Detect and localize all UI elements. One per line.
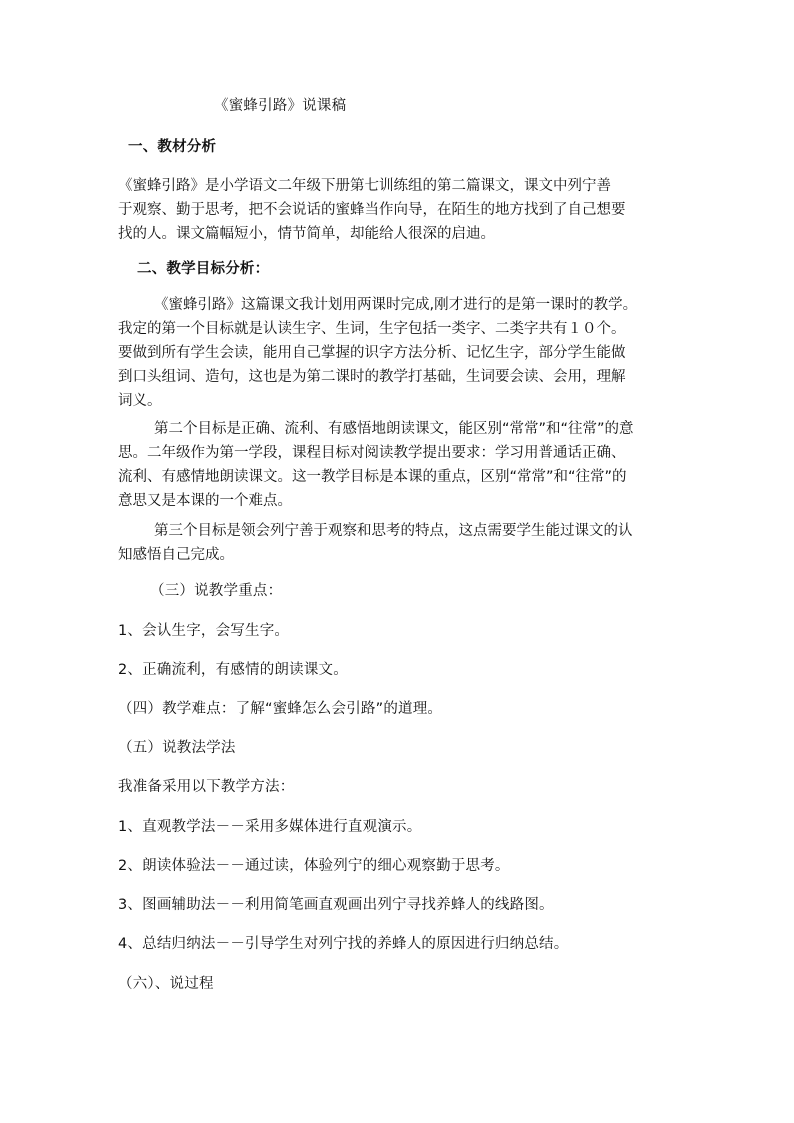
section-teaching-difficulty: （四）教学难点：了解“蜜蜂怎么会引路”的道理。 xyxy=(118,701,443,717)
paragraph-line: 到口头组词、造句，这也是为第二课时的教学打基础，生词要会读、会用，理解 xyxy=(118,369,626,385)
methods-intro: 我准备采用以下教学方法： xyxy=(118,779,295,795)
paragraph-line: 词义。 xyxy=(118,393,162,409)
paragraph-line: 《蜜蜂引路》这篇课文我计划用两课时完成,刚才进行的是第一课时的教学。 xyxy=(154,297,638,313)
paragraph-line: 第二个目标是正确、流利、有感悟地朗读课文，能区别“常常”和“往常”的意 xyxy=(154,421,634,437)
list-item-method-4: 4、总结归纳法－－引导学生对列宁找的养蜂人的原因进行归纳总结。 xyxy=(118,936,569,952)
list-item-method-2: 2、朗读体验法－－通过读，体验列宁的细心观察勤于思考。 xyxy=(118,858,510,874)
list-item-method-1: 1、直观教学法－－采用多媒体进行直观演示。 xyxy=(118,819,422,835)
document-title: 《蜜蜂引路》说课稿 xyxy=(214,98,347,114)
paragraph-line: 知感悟自己完成。 xyxy=(118,547,234,563)
list-item-key-point-2: 2、正确流利，有感情的朗读课文。 xyxy=(118,662,348,678)
paragraph-goal-one xyxy=(118,293,688,413)
paragraph-line: 意思又是本课的一个难点。 xyxy=(118,493,292,509)
section-heading-methods: （五）说教法学法 xyxy=(118,740,236,756)
list-item-method-3: 3、图画辅助法－－利用简笔画直观画出列宁寻找养蜂人的线路图。 xyxy=(118,897,554,913)
paragraph-goal-two xyxy=(118,417,688,513)
paragraph-goal-three xyxy=(118,519,688,567)
paragraph-line: 要做到所有学生会读，能用自己掌握的识字方法分析、记忆生字，部分学生能做 xyxy=(118,345,626,361)
paragraph-line: 流利、有感情地朗读课文。这一教学目标是本课的重点，区别“常常”和“往常”的 xyxy=(118,469,627,485)
paragraph-line: 《蜜蜂引路》是小学语文二年级下册第七训练组的第二篇课文，课文中列宁善 xyxy=(118,178,611,194)
list-item-key-point-1: 1、会认生字，会写生字。 xyxy=(118,623,290,639)
paragraph-line: 第三个目标是领会列宁善于观察和思考的特点，这点需要学生能过课文的认 xyxy=(154,523,633,539)
paragraph-line: 思。二年级作为第一学段，课程目标对阅读教学提出要求：学习用普通话正确、 xyxy=(118,445,626,461)
paragraph-line: 于观察、勤于思考，把不会说话的蜜蜂当作向导，在陌生的地方找到了自己想要 xyxy=(118,202,626,218)
section-heading-teaching-goals: 二、教学目标分析： xyxy=(137,261,270,277)
section-heading-key-points: （三）说教学重点： xyxy=(150,583,283,599)
section-heading-textbook-analysis: 一、教材分析 xyxy=(128,139,217,155)
paragraph-line: 找的人。课文篇幅短小，情节简单，却能给人很深的启迪。 xyxy=(118,226,495,242)
section-heading-process: （六）、说过程 xyxy=(118,976,214,992)
paragraph-textbook-analysis xyxy=(118,174,688,246)
paragraph-line: 我定的第一个目标就是认读生字、生词，生字包括一类字、二类字共有１０个。 xyxy=(118,321,626,337)
